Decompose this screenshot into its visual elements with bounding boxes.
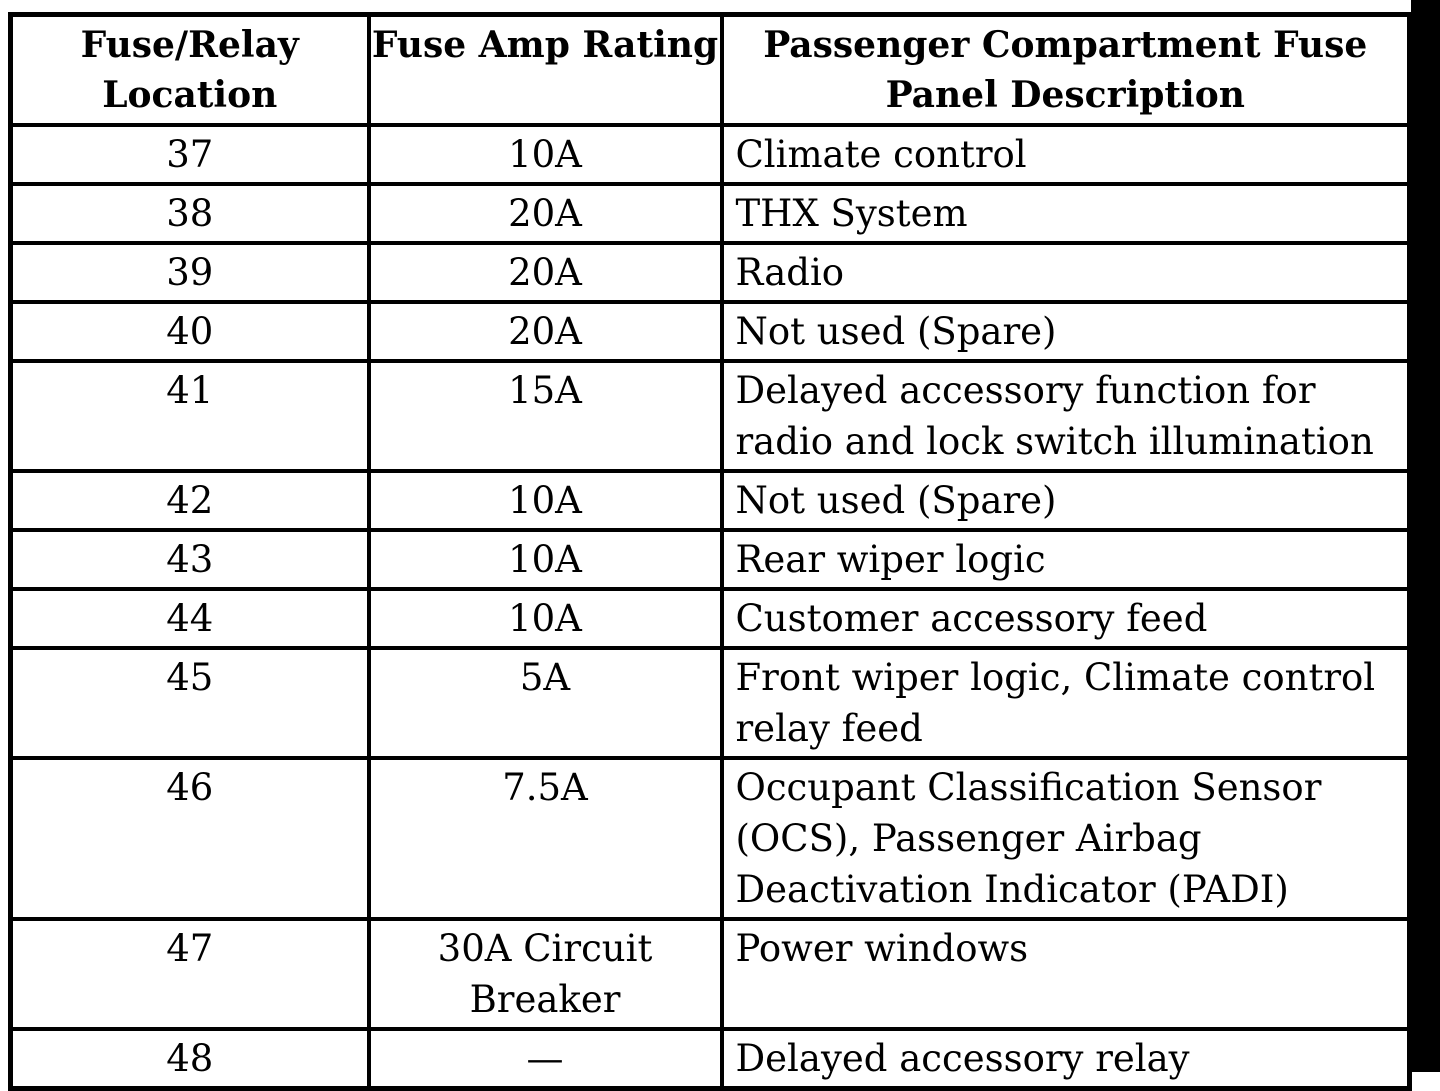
description-cell: Rear wiper logic — [722, 530, 1410, 589]
fuse-table — [8, 12, 1412, 1091]
description-cell: Power windows — [722, 919, 1410, 1029]
amp-rating-cell: — — [369, 1029, 722, 1089]
description-cell: Delayed accessory function for radio and lock switch illumination — [722, 361, 1410, 471]
location-cell: 48 — [11, 1029, 369, 1089]
table-row — [11, 302, 1410, 361]
table-header — [11, 15, 1410, 126]
description-cell: Not used (Spare) — [722, 302, 1410, 361]
description-cell: Occupant Classification Sensor (OCS), Passenger Airbag Deactivation Indicator (PADI) — [722, 758, 1410, 919]
amp-rating-cell: 20A — [369, 184, 722, 243]
table-body — [11, 125, 1410, 1089]
location-cell: 42 — [11, 471, 369, 530]
header-location: Fuse/Relay Location — [11, 15, 369, 126]
table-row — [11, 589, 1410, 648]
description-cell: THX System — [722, 184, 1410, 243]
amp-rating-cell: 20A — [369, 243, 722, 302]
location-cell: 43 — [11, 530, 369, 589]
table-row — [11, 530, 1410, 589]
amp-rating-cell: 7.5A — [369, 758, 722, 919]
table-row — [11, 758, 1410, 919]
description-cell: Not used (Spare) — [722, 471, 1410, 530]
table-row — [11, 184, 1410, 243]
description-cell: Climate control — [722, 125, 1410, 184]
table-row — [11, 471, 1410, 530]
location-cell: 47 — [11, 919, 369, 1029]
amp-rating-cell: 10A — [369, 530, 722, 589]
header-description: Passenger Compartment Fuse Panel Description — [722, 15, 1410, 126]
location-cell: 41 — [11, 361, 369, 471]
location-cell: 38 — [11, 184, 369, 243]
table-row — [11, 125, 1410, 184]
description-cell: Front wiper logic, Climate control relay feed — [722, 648, 1410, 758]
amp-rating-cell: 10A — [369, 589, 722, 648]
right-edge-bar — [1411, 0, 1440, 1072]
description-cell: Customer accessory feed — [722, 589, 1410, 648]
table-row — [11, 1029, 1410, 1089]
description-cell: Delayed accessory relay — [722, 1029, 1410, 1089]
table-row — [11, 648, 1410, 758]
header-amp-rating: Fuse Amp Rating — [369, 15, 722, 126]
amp-rating-cell: 5A — [369, 648, 722, 758]
description-cell: Radio — [722, 243, 1410, 302]
location-cell: 46 — [11, 758, 369, 919]
location-cell: 44 — [11, 589, 369, 648]
table-row — [11, 243, 1410, 302]
amp-rating-cell: 10A — [369, 125, 722, 184]
amp-rating-cell: 10A — [369, 471, 722, 530]
amp-rating-cell: 20A — [369, 302, 722, 361]
location-cell: 40 — [11, 302, 369, 361]
location-cell: 39 — [11, 243, 369, 302]
table-row — [11, 919, 1410, 1029]
amp-rating-cell: 30A Circuit Breaker — [369, 919, 722, 1029]
amp-rating-cell: 15A — [369, 361, 722, 471]
table-row — [11, 361, 1410, 471]
location-cell: 45 — [11, 648, 369, 758]
location-cell: 37 — [11, 125, 369, 184]
header-row — [11, 15, 1410, 126]
